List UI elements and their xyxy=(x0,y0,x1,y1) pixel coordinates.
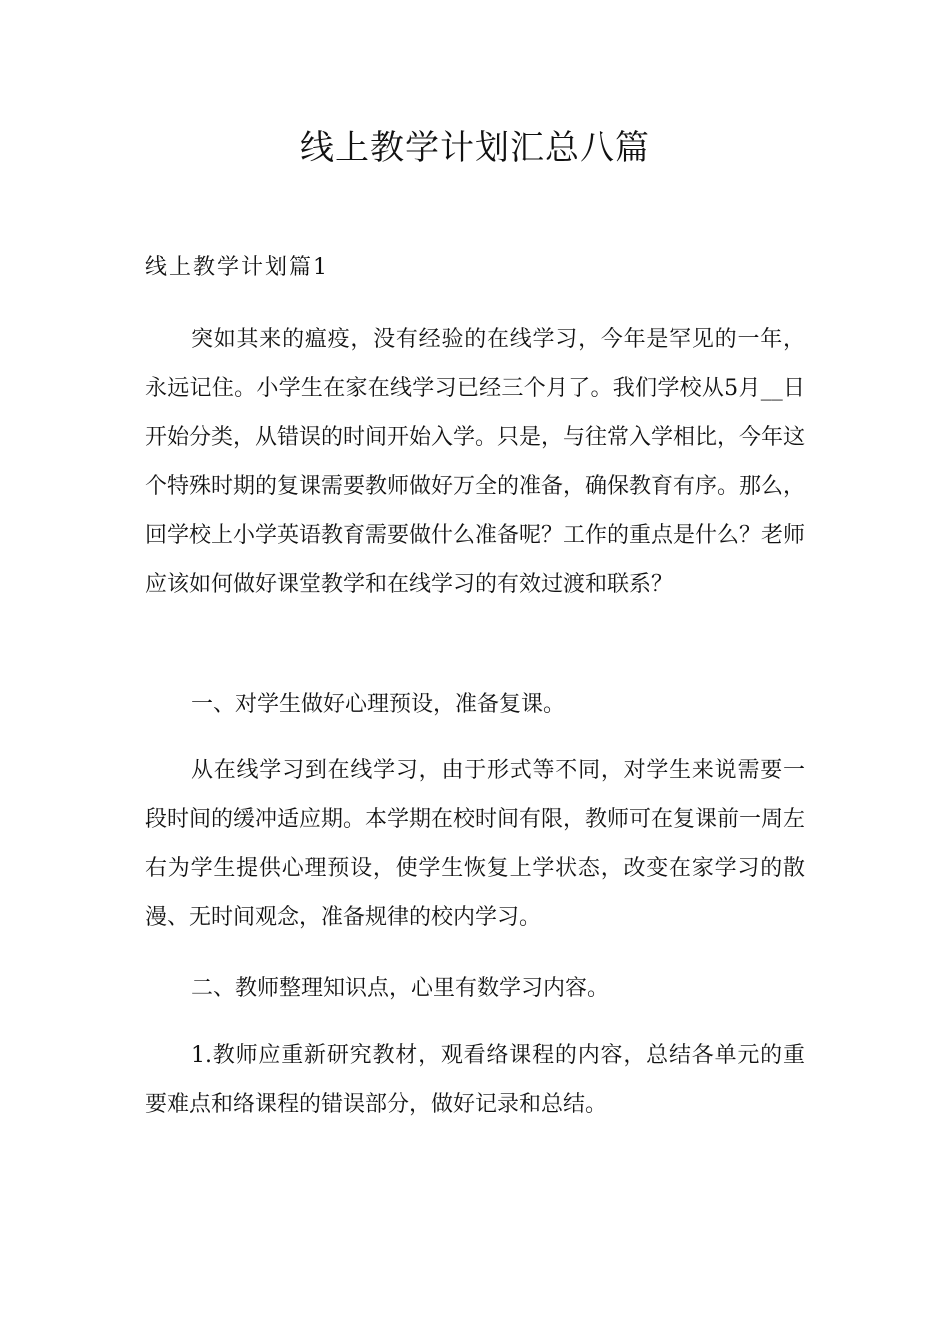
section-heading: 线上教学计划篇1 xyxy=(145,255,329,280)
document-title: 线上教学计划汇总八篇 xyxy=(300,128,650,168)
paragraph-intro: 突如其来的瘟疫，没有经验的在线学习，今年是罕见的一年，永远记住。小学生在家在线学习已经三个月了。我们学校从5月__日开始分类，从错误的时间开始入学。只是，与往常入学相比，今年这个特殊时期的复课需要教师做好万全的准备，确保教育有序。那么，回学校上小学英语教育需要做什么准备呢？工作的重点是什么？老师应该如何做好课堂教学和在线学习的有效过渡和联系？ xyxy=(145,327,806,597)
paragraph-point-one-body: 从在线学习到在线学习，由于形式等不同，对学生来说需要一段时间的缓冲适应期。本学期在校时间有限，教师可在复课前一周左右为学生提供心理预设，使学生恢复上学状态，改变在家学习的散漫、无时间观念，准备规律的校内学习。 xyxy=(145,758,806,930)
paragraph-point-two: 二、教师整理知识点，心里有数学习内容。 xyxy=(191,976,610,1001)
paragraph-point-one: 一、对学生做好心理预设，准备复课。 xyxy=(191,692,566,717)
paragraph-point-two-item-1: 1.教师应重新研究教材，观看络课程的内容，总结各单元的重要难点和络课程的错误部分，做好记录和总结。 xyxy=(145,1043,805,1117)
